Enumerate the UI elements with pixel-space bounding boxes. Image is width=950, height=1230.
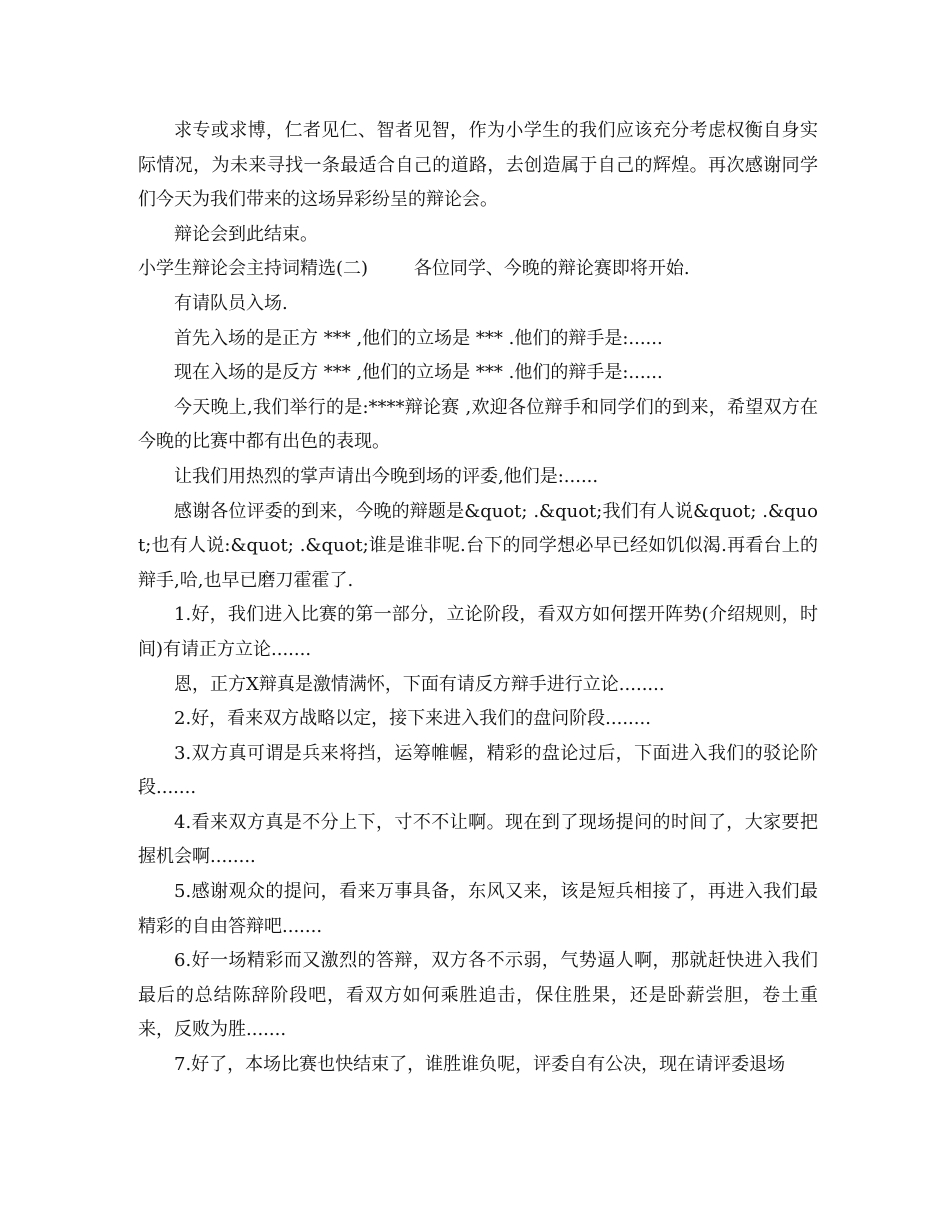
paragraph: 恩，正方X辩真是激情满怀，下面有请反方辩手进行立论........ bbox=[174, 673, 665, 695]
paragraph: 有请队员入场. bbox=[174, 292, 288, 314]
paragraph: 4.看来双方真是不分上下，寸不不让啊。现在到了现场提问的时间了，大家要把握机会啊........ bbox=[138, 811, 818, 868]
paragraph: 首先入场的是正方 *** ,他们的立场是 *** .他们的辩手是:...... bbox=[174, 327, 663, 349]
paragraph-closing-remarks: 求专或求博，仁者见仁、智者见智，作为小学生的我们应该充分考虑权衡自身实际情况，为未来寻找一条最适合自己的道路，去创造属于自己的辉煌。再次感谢同学们今天为我们带来的这场异彩纷呈的辩论会。 bbox=[138, 120, 818, 211]
section-title: 小学生辩论会主持词精选(二) bbox=[138, 258, 369, 280]
title-gap bbox=[368, 258, 414, 279]
paragraph: 现在入场的是反方 *** ,他们的立场是 *** .他们的辩手是:...... bbox=[174, 362, 663, 384]
paragraph: 让我们用热烈的掌声请出今晚到场的评委,他们是:...... bbox=[174, 465, 599, 487]
paragraph: 感谢各位评委的到来，今晚的辩题是&quot; .&quot;我们有人说&quot; .&quot;也有人说:&quot; .&quot;谁是谁非呢.台下的同学想必早已经如饥似渴.再看台上的辩手,哈,也早已磨刀霍霍了. bbox=[138, 500, 818, 591]
paragraph: 6.好一场精彩而又激烈的答辩，双方各不示弱，气势逼人啊，那就赶快进入我们最后的总结陈辞阶段吧，看双方如何乘胜追击，保住胜果，还是卧薪尝胆，卷土重来，反败为胜....... bbox=[138, 950, 818, 1041]
section-title-line bbox=[138, 252, 818, 287]
paragraph: 5.感谢观众的提问，看来万事具备，东风又来，该是短兵相接了，再进入我们最精彩的自由答辩吧....... bbox=[138, 881, 818, 937]
paragraph: 7.好了，本场比赛也快结束了，谁胜谁负呢，评委自有公决，现在请评委退场 bbox=[174, 1054, 786, 1076]
paragraph: 3.双方真可谓是兵来将挡，运筹帷幄，精彩的盘论过后，下面进入我们的驳论阶段....... bbox=[138, 742, 818, 799]
section-title-trailing: 各位同学、今晚的辩论赛即将开始. bbox=[413, 258, 690, 280]
document-body bbox=[138, 114, 818, 1083]
paragraph: 1.好，我们进入比赛的第一部分，立论阶段，看双方如何摆开阵势(介绍规则，时间)有请正方立论....... bbox=[138, 604, 818, 660]
paragraph: 今天晚上,我们举行的是:****辩论赛 ,欢迎各位辩手和同学们的到来，希望双方在今晚的比赛中都有出色的表现。 bbox=[138, 396, 818, 453]
paragraph: 2.好，看来双方战略以定，接下来进入我们的盘问阶段........ bbox=[174, 708, 651, 730]
paragraph-end-notice: 辩论会到此结束。 bbox=[174, 223, 318, 245]
